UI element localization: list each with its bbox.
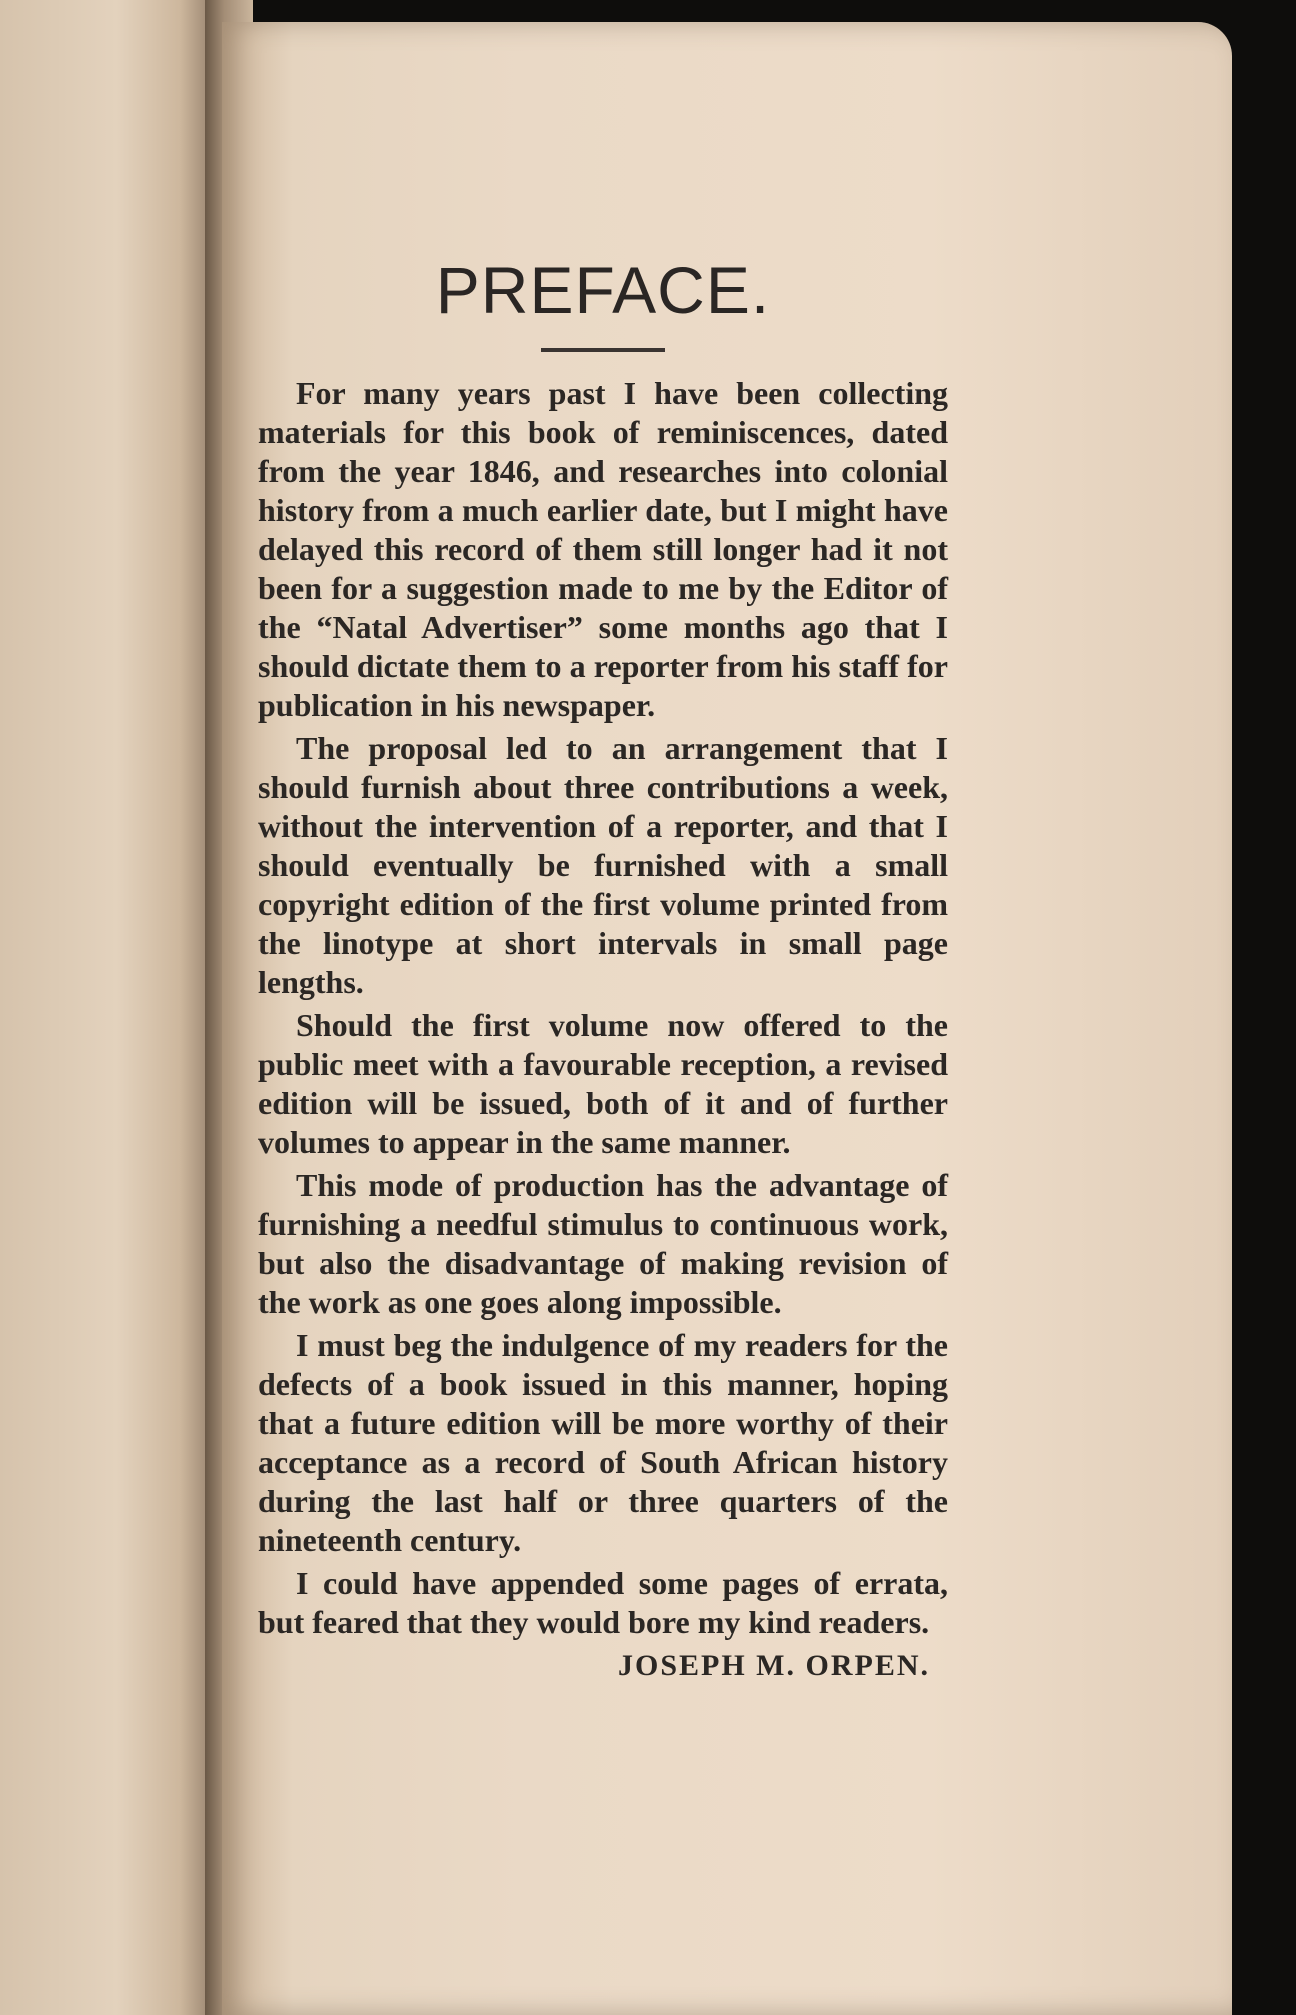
paragraph-5: I must beg the indulgence of my readers for the defects of a book issued in this manner, hoping that a future edition will be more worthy of their acceptance as a record of South African history during the last half or three quarters of the nineteenth century. [258,1327,948,1558]
paragraph-4: This mode of production has the advantage of furnishing a needful stimulus to continuous work, but also the disadvantage of making revision of the work as one goes along impossible. [258,1167,948,1320]
paragraph-6: I could have appended some pages of errata, but feared that they would bore my kind readers. [258,1565,948,1640]
author-signature: JOSEPH M. ORPEN. [617,1649,930,1682]
left-page [0,0,212,2015]
paragraph-2: The proposal led to an arrangement that I should furnish about three contributions a week, without the intervention of a reporter, and that I should eventually be furnished with a small copyright edition of the first volume printed from the linotype at short intervals in small page lengths. [258,730,948,1000]
page-title: PREFACE. [435,253,771,327]
title-rule [541,348,665,352]
paragraph-1: For many years past I have been collecting materials for this book of reminiscences, dated from the year 1846, and researches into colonial history from a much earlier date, but I might have delayed this record of them still longer had it not been for a suggestion made to me by the Editor of the “Natal Advertiser” some months ago that I should dictate them to a reporter from his staff for publication in his newspaper. [258,375,948,723]
paragraph-3: Should the first volume now offered to the public meet with a favourable reception, a revised edition will be issued, both of it and of further volumes to appear in the same manner. [258,1007,948,1160]
preface-text-block [258,250,948,1686]
